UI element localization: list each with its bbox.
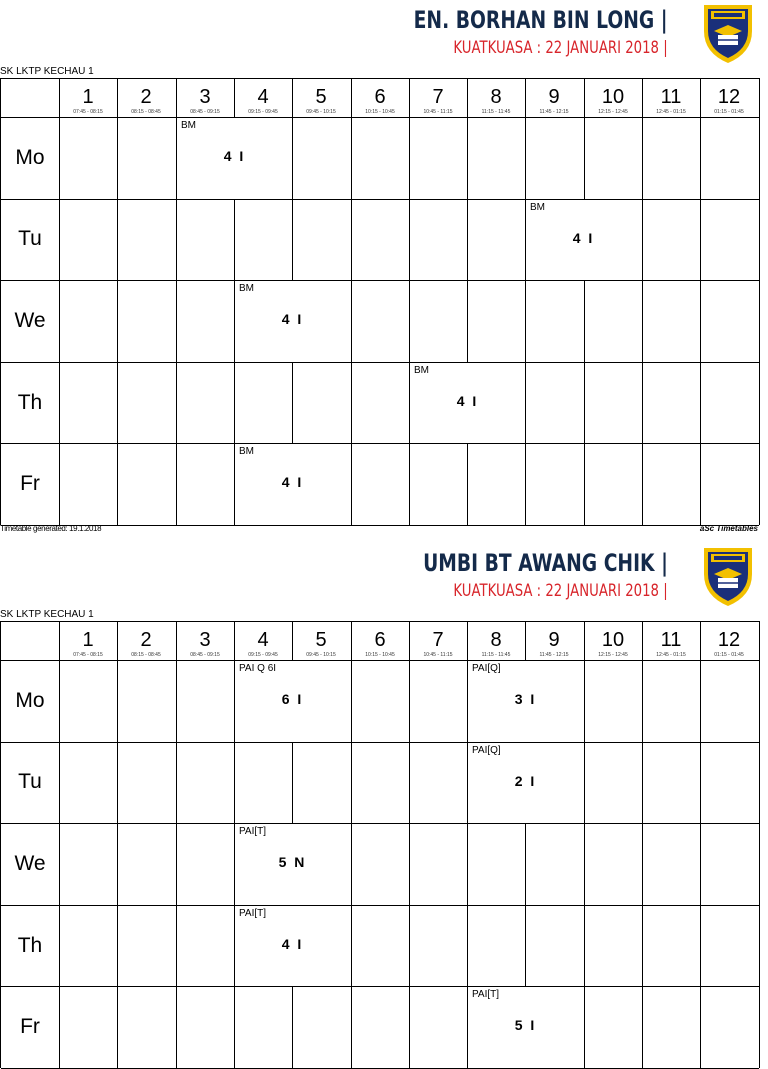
grid-line	[584, 443, 585, 525]
grid-line	[59, 660, 60, 742]
grid-line	[176, 986, 177, 1068]
grid-line	[584, 660, 585, 742]
period-header	[642, 622, 700, 660]
lesson-card[interactable]	[467, 986, 584, 1068]
grid-line	[176, 823, 177, 905]
grid-line	[117, 117, 118, 199]
period-time: 09:15 - 09:45	[248, 109, 278, 115]
grid-line	[292, 199, 293, 281]
grid-line	[1, 199, 759, 200]
period-number: 2	[140, 86, 152, 108]
period-number: 6	[374, 629, 386, 651]
lesson-bottom-border	[234, 742, 351, 743]
grid-line	[117, 362, 118, 444]
lesson-subject: PAI[Q]	[472, 745, 501, 756]
grid-line	[1, 823, 759, 824]
effective-date: KUATKUASA : 22 JANUARI 2018 |	[453, 581, 668, 601]
lesson-card[interactable]	[234, 280, 351, 362]
grid-line	[700, 742, 701, 824]
lesson-subject: PAI[T]	[239, 826, 267, 837]
period-time: 11:45 - 12:15	[539, 109, 569, 115]
lesson-subject: PAI Q 6I	[239, 663, 277, 674]
grid-line	[59, 742, 60, 824]
day-label: Fr	[20, 1015, 40, 1038]
grid-line	[467, 443, 468, 525]
period-header	[117, 622, 175, 660]
period-number: 1	[82, 86, 94, 108]
grid-line	[642, 823, 643, 905]
grid-line	[700, 823, 701, 905]
period-header	[234, 622, 292, 660]
day-label: We	[14, 852, 46, 875]
grid-line	[176, 742, 177, 824]
period-number: 4	[257, 629, 269, 651]
period-time: 08:15 - 08:45	[131, 652, 161, 658]
grid-line	[1, 443, 759, 444]
grid-line	[409, 199, 410, 281]
grid-line	[525, 905, 526, 987]
period-number: 10	[601, 86, 625, 108]
grid-line	[700, 443, 701, 525]
teacher-name: EN. BORHAN BIN LONG |	[414, 6, 668, 34]
period-header	[584, 622, 642, 660]
grid-line	[117, 986, 118, 1068]
period-header	[292, 622, 350, 660]
period-number: 8	[490, 629, 502, 651]
grid-line	[642, 443, 643, 525]
grid-line	[117, 742, 118, 824]
period-number: 12	[717, 629, 741, 651]
period-number: 9	[548, 629, 560, 651]
grid-line	[700, 986, 701, 1068]
lesson-subject: BM	[530, 202, 545, 213]
period-header	[351, 79, 409, 117]
grid-line	[642, 660, 643, 742]
period-header	[234, 79, 292, 117]
grid-line	[584, 362, 585, 444]
period-time: 09:15 - 09:45	[248, 652, 278, 658]
lesson-subject: BM	[181, 120, 196, 131]
grid-line	[59, 443, 60, 525]
period-time: 10:45 - 11:15	[423, 652, 453, 658]
grid-line	[1, 660, 759, 661]
grid-line	[351, 280, 352, 362]
grid-line	[117, 443, 118, 525]
timetable-grid	[0, 78, 760, 525]
period-time: 11:45 - 12:15	[539, 652, 569, 658]
grid-line	[292, 986, 293, 1068]
grid-line	[351, 362, 352, 444]
teacher-name: UMBI BT AWANG CHIK |	[423, 549, 668, 577]
grid-line	[59, 823, 60, 905]
grid-line	[1, 905, 759, 906]
grid-line	[642, 117, 643, 199]
grid-line	[409, 986, 410, 1068]
period-header	[642, 79, 700, 117]
lesson-card[interactable]	[525, 199, 642, 281]
grid-line	[117, 905, 118, 987]
grid-line	[176, 199, 177, 281]
grid-line	[351, 117, 352, 199]
grid-line	[1, 362, 759, 363]
period-header	[351, 622, 409, 660]
period-number: 5	[315, 629, 327, 651]
period-header	[584, 79, 642, 117]
day-label: Fr	[20, 472, 40, 495]
grid-line	[234, 742, 235, 824]
grid-line	[525, 280, 526, 362]
grid-line	[176, 362, 177, 444]
lesson-class: 4 I	[281, 936, 304, 952]
school-crest-icon	[696, 544, 760, 608]
period-number: 1	[82, 629, 94, 651]
generator-brand: aSc Timetables	[699, 524, 758, 533]
grid-line	[351, 660, 352, 742]
lesson-card[interactable]	[176, 117, 293, 199]
grid-line	[700, 280, 701, 362]
period-number: 11	[660, 86, 682, 108]
grid-line	[525, 823, 526, 905]
lesson-bottom-border	[467, 823, 584, 824]
grid-line	[700, 660, 701, 742]
grid-line	[467, 280, 468, 362]
grid-line	[700, 905, 701, 987]
period-time: 12:45 - 01:15	[656, 109, 686, 115]
timetable-grid	[0, 621, 760, 1068]
period-number: 2	[140, 629, 152, 651]
period-time: 07:45 - 08:15	[73, 652, 103, 658]
school-name: SK LKTP KECHAU 1	[0, 609, 94, 620]
grid-line	[351, 199, 352, 281]
period-header	[700, 622, 758, 660]
lesson-card[interactable]	[409, 362, 526, 444]
period-header	[59, 79, 117, 117]
lesson-bottom-border	[234, 525, 351, 526]
lesson-bottom-border	[234, 986, 351, 987]
lesson-class: 4 I	[281, 311, 304, 327]
grid-line	[59, 117, 60, 199]
period-time: 08:45 - 09:15	[190, 109, 220, 115]
day-label: Mo	[15, 689, 45, 712]
period-time: 09:45 - 10:15	[306, 109, 336, 115]
period-time: 12:15 - 12:45	[598, 109, 628, 115]
period-header	[467, 79, 525, 117]
lesson-card[interactable]	[234, 660, 351, 742]
period-time: 01:15 - 01:45	[714, 652, 744, 658]
period-number: 8	[490, 86, 502, 108]
grid-line	[642, 905, 643, 987]
period-header	[467, 622, 525, 660]
grid-line	[117, 660, 118, 742]
grid-line	[584, 742, 585, 824]
period-time: 08:45 - 09:15	[190, 652, 220, 658]
grid-line	[584, 905, 585, 987]
grid-line	[292, 742, 293, 824]
grid-line	[59, 362, 60, 444]
grid-line	[351, 823, 352, 905]
grid-line	[525, 443, 526, 525]
grid-line	[467, 117, 468, 199]
grid-line	[642, 742, 643, 824]
lesson-bottom-border	[176, 199, 293, 200]
grid-line	[409, 905, 410, 987]
grid-line	[59, 986, 60, 1068]
lesson-subject: BM	[239, 446, 254, 457]
lesson-class: 4 I	[572, 230, 595, 246]
grid-line	[409, 742, 410, 824]
period-number: 11	[660, 629, 682, 651]
lesson-class: 4 I	[281, 474, 304, 490]
grid-line	[351, 443, 352, 525]
grid-line	[351, 905, 352, 987]
generated-note: Timetable generated: 19.1.2018	[0, 524, 102, 533]
lesson-card[interactable]	[234, 443, 351, 525]
day-label: Tu	[18, 770, 42, 793]
period-time: 10:15 - 10:45	[365, 109, 395, 115]
grid-line	[176, 660, 177, 742]
period-time: 07:45 - 08:15	[73, 109, 103, 115]
grid-line	[1, 525, 759, 526]
period-header	[409, 622, 467, 660]
lesson-bottom-border	[525, 280, 642, 281]
period-header	[700, 79, 758, 117]
grid-line	[584, 823, 585, 905]
grid-line	[642, 362, 643, 444]
grid-line	[234, 199, 235, 281]
period-number: 5	[315, 86, 327, 108]
day-label: We	[14, 309, 46, 332]
grid-line	[584, 986, 585, 1068]
grid-line	[409, 280, 410, 362]
grid-line	[1, 117, 759, 118]
period-time: 08:15 - 08:45	[131, 109, 161, 115]
grid-line	[117, 199, 118, 281]
period-number: 6	[374, 86, 386, 108]
grid-line	[117, 280, 118, 362]
period-header	[409, 79, 467, 117]
grid-line	[351, 986, 352, 1068]
period-number: 10	[601, 629, 625, 651]
period-time: 01:15 - 01:45	[714, 109, 744, 115]
period-number: 3	[199, 86, 211, 108]
grid-line	[292, 362, 293, 444]
period-header	[59, 622, 117, 660]
day-label: Mo	[15, 146, 45, 169]
lesson-card[interactable]	[467, 660, 584, 742]
period-time: 10:15 - 10:45	[365, 652, 395, 658]
lesson-class: 2 I	[514, 773, 537, 789]
lesson-card[interactable]	[234, 905, 351, 987]
grid-line	[700, 362, 701, 444]
day-label: Th	[17, 391, 43, 414]
period-header	[292, 79, 350, 117]
effective-date: KUATKUASA : 22 JANUARI 2018 |	[453, 38, 668, 58]
lesson-class: 5 I	[514, 1017, 537, 1033]
lesson-class: 5 N	[278, 854, 307, 870]
period-header	[176, 622, 234, 660]
lesson-subject: PAI[T]	[472, 989, 500, 1000]
grid-line	[1, 986, 759, 987]
period-number: 7	[432, 629, 444, 651]
grid-line	[59, 199, 60, 281]
grid-line	[176, 280, 177, 362]
grid-line	[409, 443, 410, 525]
grid-line	[59, 905, 60, 987]
grid-line	[117, 823, 118, 905]
grid-line	[642, 986, 643, 1068]
period-header	[117, 79, 175, 117]
grid-line	[642, 199, 643, 281]
lesson-class: 6 I	[281, 691, 304, 707]
grid-line	[59, 280, 60, 362]
lesson-class: 4 I	[456, 393, 479, 409]
grid-line	[642, 280, 643, 362]
lesson-bottom-border	[234, 362, 351, 363]
period-time: 11:15 - 11:45	[481, 109, 511, 115]
lesson-card[interactable]	[234, 823, 351, 905]
grid-line	[409, 823, 410, 905]
period-header	[525, 79, 583, 117]
grid-line	[584, 280, 585, 362]
day-label: Tu	[18, 227, 42, 250]
period-header	[176, 79, 234, 117]
lesson-class: 3 I	[514, 691, 537, 707]
grid-line	[409, 660, 410, 742]
period-number: 12	[717, 86, 741, 108]
lesson-subject: BM	[414, 365, 429, 376]
lesson-subject: PAI[Q]	[472, 663, 501, 674]
lesson-subject: BM	[239, 283, 254, 294]
grid-line	[467, 199, 468, 281]
lesson-bottom-border	[409, 443, 526, 444]
period-time: 11:15 - 11:45	[481, 652, 511, 658]
lesson-card[interactable]	[467, 742, 584, 824]
grid-line	[1, 742, 759, 743]
period-number: 7	[432, 86, 444, 108]
grid-line	[351, 742, 352, 824]
period-header	[525, 622, 583, 660]
grid-line	[176, 905, 177, 987]
period-number: 9	[548, 86, 560, 108]
grid-line	[467, 905, 468, 987]
day-label: Th	[17, 934, 43, 957]
lesson-class: 4 I	[223, 148, 246, 164]
grid-line	[176, 443, 177, 525]
grid-line	[234, 986, 235, 1068]
period-time: 12:45 - 01:15	[656, 652, 686, 658]
period-number: 3	[199, 629, 211, 651]
grid-line	[1, 280, 759, 281]
school-name: SK LKTP KECHAU 1	[0, 66, 94, 77]
grid-line	[700, 117, 701, 199]
period-time: 10:45 - 11:15	[423, 109, 453, 115]
grid-line	[467, 823, 468, 905]
lesson-subject: PAI[T]	[239, 908, 267, 919]
grid-line	[700, 199, 701, 281]
grid-line	[409, 117, 410, 199]
period-time: 09:45 - 10:15	[306, 652, 336, 658]
grid-line	[525, 117, 526, 199]
school-crest-icon	[696, 1, 760, 65]
grid-line	[234, 362, 235, 444]
period-time: 12:15 - 12:45	[598, 652, 628, 658]
period-number: 4	[257, 86, 269, 108]
grid-line	[584, 117, 585, 199]
